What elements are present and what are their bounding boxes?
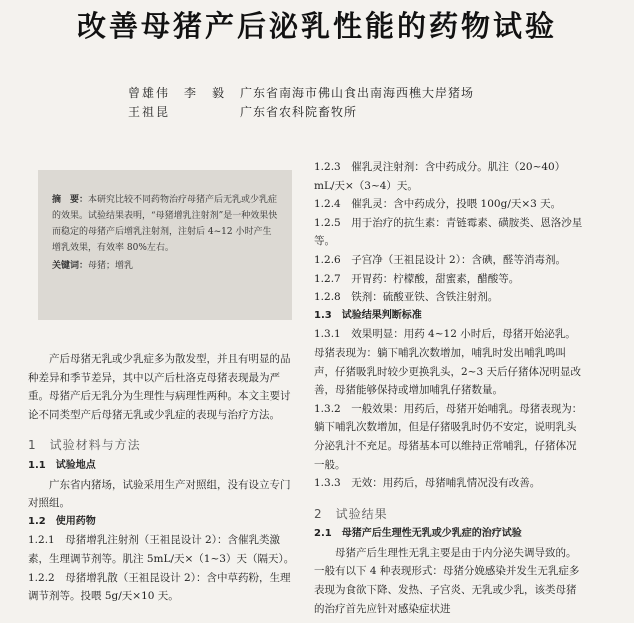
keywords <box>52 258 280 274</box>
author-name: 王祖昆 <box>128 105 171 119</box>
list-item: 1.2.3 催乳灵注射剂：含中药成分。肌注（20~40）mL/天×（3~4）天。 <box>314 161 566 192</box>
section-heading: 2 试验结果 <box>314 506 388 521</box>
author-row <box>128 103 474 122</box>
author-affiliation: 广东省南海市佛山食出南海西樵大岸猪场 <box>240 86 475 100</box>
subsection-heading: 1.2 使用药物 <box>28 515 96 527</box>
list-item: 1.2.5 用于治疗的抗生素：青链霉素、磺胺类、恩洛沙星等。 <box>314 216 583 248</box>
section-heading: 1 试验材料与方法 <box>28 438 141 453</box>
list-item: 1.3.2 一般效果：用药后，母猪开始哺乳。母猪表现为：躺下哺乳次数增加，但是仔猪吸乳时仍不安定，说明乳头分泌乳汁不充足。母猪基本可以维持正常哺乳，仔猪体况一般。 <box>314 402 583 471</box>
author-row <box>128 84 474 103</box>
subsection-heading: 1.1 试验地点 <box>28 459 96 471</box>
paragraph: 母猪产后生理性无乳主要是由于内分泌失调导致的。一般有以下 4 种表现形式：母猪分娩感染并发生无乳症多表现为食欲下降、发热、子宫炎、无乳或少乳，该类母猪的治疗首先应针对感染症状进 <box>314 546 580 615</box>
list-item: 1.2.2 母猪增乳散（王祖昆设计 2）：含中草药粉，生理调节剂等。投喂 5g/天×10 天。 <box>28 571 291 603</box>
list-item: 1.2.6 子宫净（王祖昆设计 2）：含碘，醛等消毒剂。 <box>314 253 566 266</box>
author-affiliation: 广东省农科院畜牧所 <box>240 105 358 119</box>
subsection-heading: 1.3 试验结果判断标准 <box>314 309 422 321</box>
abstract <box>52 192 280 256</box>
intro-paragraph: 产后母猪无乳或少乳症多为散发型，并且有明显的品种差异和季节差异，其中以产后杜洛克母猪表现最为严重。母猪产后无乳分为生理性与病理性两种。本文主要讨论不同类型产后母猪无乳或少乳症的表现与治疗方法。 <box>28 353 291 421</box>
left-column <box>28 350 298 606</box>
abstract-label: 摘 要： <box>52 195 89 205</box>
list-item: 1.2.7 开胃药：柠檬酸，甜蜜素，醋酸等。 <box>314 272 520 285</box>
abstract-text: 本研究比较不同药物治疗母猪产后无乳或少乳症的效果。试验结果表明，“母猪增乳注射剂”是一种效果快而稳定的母猪产后增乳注射剂，注射后 4~12 小时产生增乳效果，有效率 80%左右。 <box>52 195 278 253</box>
paper-title: 改善母猪产后泌乳性能的药物试验 <box>76 9 557 43</box>
list-item: 1.3.3 无效：用药后，母猪哺乳情况没有改善。 <box>314 477 541 490</box>
paragraph: 广东省内猪场，试验采用生产对照组，没有设立专门对照组。 <box>28 478 291 510</box>
author-name: 曾雄伟 李 毅 <box>128 86 227 100</box>
right-column <box>314 158 584 618</box>
keywords-text: 母猪；增乳 <box>88 261 134 271</box>
list-item: 1.2.8 铁剂：硫酸亚铁、含铁注射剂。 <box>314 291 499 304</box>
abstract-box <box>38 170 292 320</box>
list-item: 1.2.1 母猪增乳注射剂（王祖昆设计 2）：含催乳类激素，生理调节剂等。肌注 5mL/天×（1~3）天（隔天）。 <box>28 534 295 565</box>
author-block <box>128 84 474 122</box>
keywords-label: 关键词： <box>52 261 89 271</box>
list-item: 1.2.4 催乳灵：含中药成分，投喂 100g/天×3 天。 <box>314 198 562 211</box>
list-item: 1.3.1 效果明显：用药 4~12 小时后，母猪开始泌乳。母猪表现为：躺下哺乳次数增加，哺乳时发出哺乳鸣叫声，仔猪吸乳时较少更换乳头，2~3 天后仔猪体况明显改善，母猪能够保持或增加哺乳仔猪数量。 <box>314 328 581 397</box>
subsection-heading: 2.1 母猪产后生理性无乳或少乳症的治疗试验 <box>314 528 522 540</box>
